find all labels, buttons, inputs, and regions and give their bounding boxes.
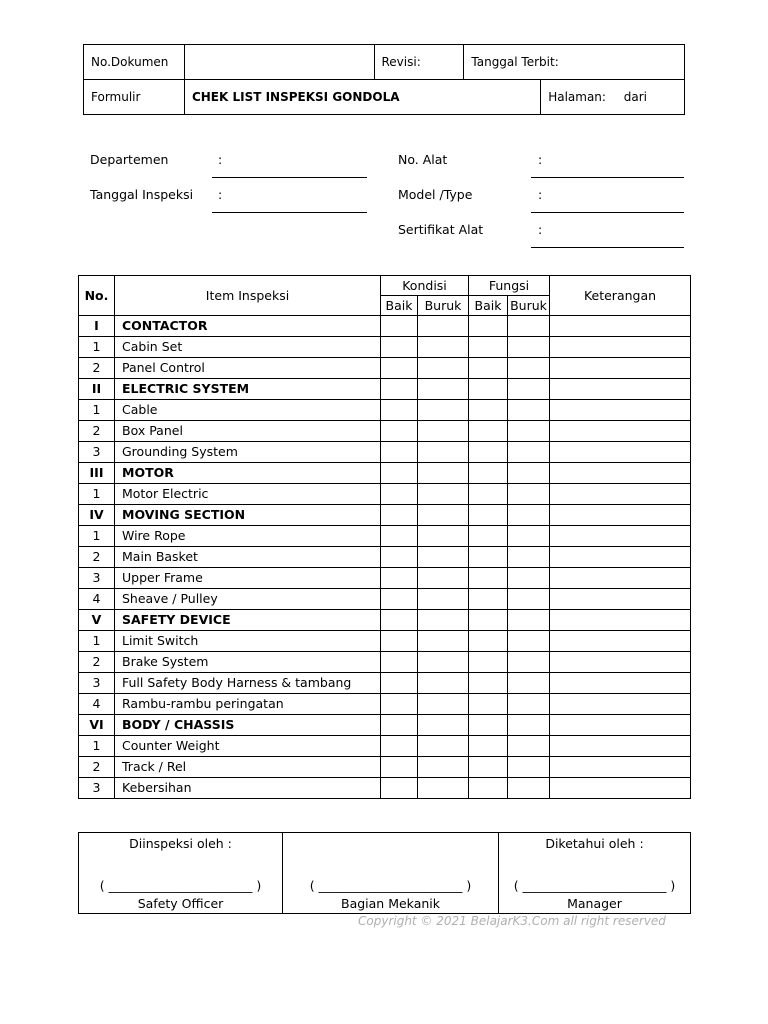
kondisi-buruk-cell[interactable] [418, 484, 469, 505]
no-alat-label: No. Alat [398, 152, 448, 167]
keterangan-cell[interactable] [550, 694, 691, 715]
row-item: Sheave / Pulley [115, 589, 381, 610]
section-row [79, 610, 691, 631]
kondisi-buruk-header: Buruk [418, 296, 469, 316]
table-row [79, 673, 691, 694]
fungsi-baik-cell[interactable] [469, 337, 508, 358]
table-row [79, 631, 691, 652]
halaman-cell [541, 80, 685, 115]
fungsi-baik-cell[interactable] [469, 316, 508, 337]
fungsi-buruk-cell[interactable] [508, 652, 550, 673]
copyright-notice: Copyright © 2021 BelajarK3.Com all right reserved [358, 914, 666, 928]
signature-line: ( _______________________ ) [513, 878, 676, 893]
keterangan-cell[interactable] [550, 631, 691, 652]
kondisi-baik-cell[interactable] [381, 526, 418, 547]
fungsi-buruk-cell[interactable] [508, 400, 550, 421]
col-kondisi-header: Kondisi [381, 276, 469, 296]
kondisi-baik-cell[interactable] [381, 547, 418, 568]
kondisi-baik-cell[interactable] [381, 631, 418, 652]
dari-label: dari [623, 90, 648, 104]
kondisi-buruk-cell[interactable] [418, 505, 469, 526]
keterangan-cell[interactable] [550, 736, 691, 757]
fungsi-baik-cell[interactable] [469, 463, 508, 484]
fungsi-baik-cell[interactable] [469, 673, 508, 694]
row-number: 2 [79, 358, 115, 379]
inspection-table [78, 275, 691, 799]
kondisi-buruk-cell[interactable] [418, 379, 469, 400]
row-item: Counter Weight [115, 736, 381, 757]
row-number: 1 [79, 736, 115, 757]
table-row [79, 526, 691, 547]
kondisi-buruk-cell[interactable] [418, 652, 469, 673]
departemen-label: Departemen [90, 152, 169, 167]
fungsi-baik-cell[interactable] [469, 442, 508, 463]
keterangan-cell[interactable] [550, 316, 691, 337]
fungsi-buruk-cell[interactable] [508, 421, 550, 442]
keterangan-cell[interactable] [550, 484, 691, 505]
kondisi-baik-cell[interactable] [381, 337, 418, 358]
fungsi-baik-cell[interactable] [469, 694, 508, 715]
keterangan-cell[interactable] [550, 337, 691, 358]
signature-safety-officer [79, 833, 283, 914]
no-dokumen-value [184, 45, 374, 80]
table-row [79, 736, 691, 757]
row-number: 2 [79, 652, 115, 673]
fungsi-buruk-cell[interactable] [508, 610, 550, 631]
row-number: 3 [79, 442, 115, 463]
keterangan-cell[interactable] [550, 610, 691, 631]
section-row [79, 715, 691, 736]
kondisi-buruk-cell[interactable] [418, 463, 469, 484]
diinspeksi-label: Diinspeksi oleh : [129, 836, 232, 851]
keterangan-cell[interactable] [550, 442, 691, 463]
kondisi-buruk-cell[interactable] [418, 673, 469, 694]
table-row [79, 421, 691, 442]
fungsi-buruk-cell[interactable] [508, 631, 550, 652]
role-safety-officer: Safety Officer [137, 896, 224, 911]
tanggal-inspeksi-colon: : [218, 187, 223, 202]
row-number: VI [79, 715, 115, 736]
fungsi-baik-cell[interactable] [469, 715, 508, 736]
row-item: Brake System [115, 652, 381, 673]
departemen-field [212, 177, 367, 178]
tanggal-terbit-label: Tanggal Terbit: [464, 45, 685, 80]
kondisi-buruk-cell[interactable] [418, 694, 469, 715]
row-number: 1 [79, 484, 115, 505]
keterangan-cell[interactable] [550, 568, 691, 589]
document-header-table [83, 44, 685, 115]
row-item: MOTOR [115, 463, 381, 484]
row-item: ELECTRIC SYSTEM [115, 379, 381, 400]
keterangan-cell[interactable] [550, 778, 691, 799]
row-number: 3 [79, 673, 115, 694]
sertifikat-alat-colon: : [538, 222, 543, 237]
diketahui-label: Diketahui oleh : [545, 836, 644, 851]
row-item: CONTACTOR [115, 316, 381, 337]
fungsi-baik-cell[interactable] [469, 400, 508, 421]
fungsi-buruk-cell[interactable] [508, 778, 550, 799]
kondisi-baik-cell[interactable] [381, 505, 418, 526]
model-type-colon: : [538, 187, 543, 202]
row-item: Main Basket [115, 547, 381, 568]
kondisi-baik-cell[interactable] [381, 484, 418, 505]
fungsi-buruk-cell[interactable] [508, 337, 550, 358]
section-row [79, 463, 691, 484]
section-row [79, 316, 691, 337]
fungsi-buruk-header: Buruk [508, 296, 550, 316]
fungsi-baik-cell[interactable] [469, 631, 508, 652]
row-number: 4 [79, 694, 115, 715]
kondisi-buruk-cell[interactable] [418, 778, 469, 799]
form-title: CHEK LIST INSPEKSI GONDOLA [184, 80, 540, 115]
keterangan-cell[interactable] [550, 400, 691, 421]
keterangan-cell[interactable] [550, 463, 691, 484]
keterangan-cell[interactable] [550, 358, 691, 379]
fungsi-buruk-cell[interactable] [508, 568, 550, 589]
kondisi-buruk-cell[interactable] [418, 736, 469, 757]
fungsi-buruk-cell[interactable] [508, 694, 550, 715]
row-item: Full Safety Body Harness & tambang [115, 673, 381, 694]
keterangan-cell[interactable] [550, 715, 691, 736]
keterangan-cell[interactable] [550, 526, 691, 547]
kondisi-buruk-cell[interactable] [418, 715, 469, 736]
kondisi-buruk-cell[interactable] [418, 631, 469, 652]
fungsi-buruk-cell[interactable] [508, 358, 550, 379]
kondisi-buruk-cell[interactable] [418, 589, 469, 610]
fungsi-baik-cell[interactable] [469, 484, 508, 505]
row-item: Grounding System [115, 442, 381, 463]
keterangan-cell[interactable] [550, 421, 691, 442]
fungsi-baik-cell[interactable] [469, 589, 508, 610]
keterangan-cell[interactable] [550, 589, 691, 610]
kondisi-buruk-cell[interactable] [418, 358, 469, 379]
kondisi-baik-header: Baik [381, 296, 418, 316]
keterangan-cell[interactable] [550, 757, 691, 778]
kondisi-baik-cell[interactable] [381, 379, 418, 400]
keterangan-cell[interactable] [550, 673, 691, 694]
row-number: V [79, 610, 115, 631]
row-number: 2 [79, 547, 115, 568]
role-bagian-mekanik: Bagian Mekanik [341, 896, 440, 911]
row-item: Limit Switch [115, 631, 381, 652]
fungsi-baik-cell[interactable] [469, 505, 508, 526]
fungsi-buruk-cell[interactable] [508, 547, 550, 568]
sertifikat-alat-field [531, 247, 684, 248]
fungsi-buruk-cell[interactable] [508, 757, 550, 778]
row-number: 2 [79, 421, 115, 442]
fungsi-buruk-cell[interactable] [508, 736, 550, 757]
row-item: Rambu-rambu peringatan [115, 694, 381, 715]
fungsi-buruk-cell[interactable] [508, 589, 550, 610]
kondisi-buruk-cell[interactable] [418, 337, 469, 358]
row-item: Upper Frame [115, 568, 381, 589]
fungsi-baik-cell[interactable] [469, 757, 508, 778]
keterangan-cell[interactable] [550, 547, 691, 568]
row-item: Wire Rope [115, 526, 381, 547]
signature-table [78, 832, 691, 914]
revisi-label: Revisi: [374, 45, 464, 80]
no-alat-field [531, 177, 684, 178]
kondisi-baik-cell[interactable] [381, 358, 418, 379]
kondisi-buruk-cell[interactable] [418, 316, 469, 337]
table-row [79, 337, 691, 358]
fungsi-buruk-cell[interactable] [508, 505, 550, 526]
kondisi-buruk-cell[interactable] [418, 400, 469, 421]
fungsi-baik-cell[interactable] [469, 736, 508, 757]
row-number: II [79, 379, 115, 400]
kondisi-baik-cell[interactable] [381, 736, 418, 757]
fungsi-baik-cell[interactable] [469, 379, 508, 400]
kondisi-baik-cell[interactable] [381, 694, 418, 715]
fungsi-baik-cell[interactable] [469, 358, 508, 379]
col-no-header: No. [79, 276, 115, 316]
table-row [79, 484, 691, 505]
fungsi-buruk-cell[interactable] [508, 673, 550, 694]
keterangan-cell[interactable] [550, 379, 691, 400]
table-row [79, 568, 691, 589]
kondisi-buruk-cell[interactable] [418, 442, 469, 463]
model-type-field [531, 212, 684, 213]
row-number: 4 [79, 589, 115, 610]
signature-manager [499, 833, 691, 914]
fungsi-baik-cell[interactable] [469, 610, 508, 631]
row-item: Cabin Set [115, 337, 381, 358]
fungsi-baik-cell[interactable] [469, 568, 508, 589]
section-row [79, 379, 691, 400]
kondisi-baik-cell[interactable] [381, 316, 418, 337]
kondisi-baik-cell[interactable] [381, 442, 418, 463]
row-number: I [79, 316, 115, 337]
col-keterangan-header: Keterangan [550, 276, 691, 316]
section-row [79, 505, 691, 526]
fungsi-baik-header: Baik [469, 296, 508, 316]
table-row [79, 442, 691, 463]
kondisi-buruk-cell[interactable] [418, 421, 469, 442]
row-item: Cable [115, 400, 381, 421]
row-number: III [79, 463, 115, 484]
fungsi-buruk-cell[interactable] [508, 442, 550, 463]
kondisi-baik-cell[interactable] [381, 757, 418, 778]
fungsi-buruk-cell[interactable] [508, 316, 550, 337]
signature-bagian-mekanik [283, 833, 499, 914]
table-row [79, 694, 691, 715]
kondisi-buruk-cell[interactable] [418, 757, 469, 778]
no-alat-colon: : [538, 152, 543, 167]
kondisi-baik-cell[interactable] [381, 652, 418, 673]
fungsi-buruk-cell[interactable] [508, 463, 550, 484]
row-number: 1 [79, 400, 115, 421]
fungsi-buruk-cell[interactable] [508, 715, 550, 736]
col-fungsi-header: Fungsi [469, 276, 550, 296]
formulir-label: Formulir [84, 80, 185, 115]
fungsi-baik-cell[interactable] [469, 652, 508, 673]
table-row [79, 358, 691, 379]
row-item: Box Panel [115, 421, 381, 442]
inspection-rows [79, 316, 691, 799]
row-number: 1 [79, 337, 115, 358]
table-row [79, 547, 691, 568]
table-row [79, 400, 691, 421]
table-row [79, 757, 691, 778]
row-item: Track / Rel [115, 757, 381, 778]
kondisi-baik-cell[interactable] [381, 778, 418, 799]
fungsi-buruk-cell[interactable] [508, 526, 550, 547]
row-number: IV [79, 505, 115, 526]
table-row [79, 778, 691, 799]
table-row [79, 589, 691, 610]
signature-line: ( _______________________ ) [99, 878, 262, 893]
kondisi-baik-cell[interactable] [381, 589, 418, 610]
signature-line: ( _______________________ ) [309, 878, 472, 893]
row-number: 3 [79, 568, 115, 589]
fungsi-buruk-cell[interactable] [508, 484, 550, 505]
kondisi-buruk-cell[interactable] [418, 547, 469, 568]
col-item-header: Item Inspeksi [115, 276, 381, 316]
kondisi-baik-cell[interactable] [381, 715, 418, 736]
halaman-label: Halaman: [548, 90, 606, 104]
kondisi-buruk-cell[interactable] [418, 568, 469, 589]
row-item: Kebersihan [115, 778, 381, 799]
fungsi-baik-cell[interactable] [469, 421, 508, 442]
kondisi-baik-cell[interactable] [381, 421, 418, 442]
role-manager: Manager [567, 896, 622, 911]
row-item: Panel Control [115, 358, 381, 379]
sertifikat-alat-label: Sertifikat Alat [398, 222, 484, 237]
kondisi-baik-cell[interactable] [381, 400, 418, 421]
row-item: MOVING SECTION [115, 505, 381, 526]
no-dokumen-label: No.Dokumen [84, 45, 185, 80]
row-number: 1 [79, 526, 115, 547]
kondisi-baik-cell[interactable] [381, 610, 418, 631]
kondisi-buruk-cell[interactable] [418, 526, 469, 547]
kondisi-baik-cell[interactable] [381, 463, 418, 484]
fungsi-baik-cell[interactable] [469, 778, 508, 799]
row-number: 1 [79, 631, 115, 652]
keterangan-cell[interactable] [550, 505, 691, 526]
fungsi-baik-cell[interactable] [469, 547, 508, 568]
row-item: SAFETY DEVICE [115, 610, 381, 631]
departemen-colon: : [218, 152, 223, 167]
kondisi-baik-cell[interactable] [381, 568, 418, 589]
kondisi-buruk-cell[interactable] [418, 610, 469, 631]
keterangan-cell[interactable] [550, 652, 691, 673]
row-number: 3 [79, 778, 115, 799]
fungsi-baik-cell[interactable] [469, 526, 508, 547]
tanggal-inspeksi-field [212, 212, 367, 213]
row-item: BODY / CHASSIS [115, 715, 381, 736]
kondisi-baik-cell[interactable] [381, 673, 418, 694]
fungsi-buruk-cell[interactable] [508, 379, 550, 400]
row-item: Motor Electric [115, 484, 381, 505]
row-number: 2 [79, 757, 115, 778]
model-type-label: Model /Type [398, 187, 473, 202]
tanggal-inspeksi-label: Tanggal Inspeksi [90, 187, 194, 202]
table-row [79, 652, 691, 673]
